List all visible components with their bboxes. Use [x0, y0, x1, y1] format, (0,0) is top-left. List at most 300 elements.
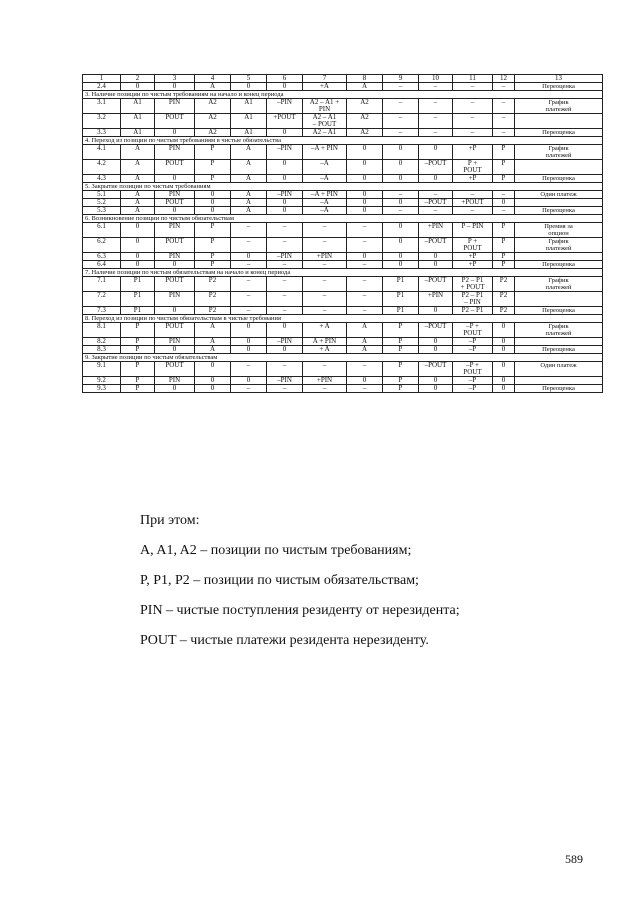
table-cell: 0 [121, 261, 155, 269]
table-cell: 0 [231, 83, 267, 91]
table-row [83, 207, 603, 215]
row-number-cell: 7.2 [83, 292, 121, 307]
table-cell [515, 253, 603, 261]
table-cell: A [231, 191, 267, 199]
table-cell: 0 [231, 323, 267, 338]
row-number-cell: 8.2 [83, 338, 121, 346]
table-cell: 0 [347, 207, 383, 215]
section-heading-row [83, 137, 603, 145]
column-header: 11 [453, 75, 493, 83]
table-cell: – [231, 223, 267, 238]
table-cell: – [231, 238, 267, 253]
table-cell: – [231, 292, 267, 307]
table-cell: A2 – A1 [303, 129, 347, 137]
table-cell: P2 – P1 – PIN [453, 292, 493, 307]
table-cell: POUT [155, 238, 195, 253]
table-cell: A [231, 175, 267, 183]
table-cell: A [231, 207, 267, 215]
table-cell: P [493, 145, 515, 160]
table-cell: График платежей [515, 323, 603, 338]
table-cell: P2 [195, 307, 231, 315]
table-cell: –A [303, 175, 347, 183]
section-heading: 6. Возникновение позиции по чистым обязательствам [83, 215, 603, 223]
row-number-cell: 8.3 [83, 346, 121, 354]
table-cell: PIN [155, 145, 195, 160]
table-cell: 0 [347, 160, 383, 175]
table-cell: – [267, 261, 303, 269]
table-cell: 0 [267, 160, 303, 175]
table-cell: – [231, 362, 267, 377]
column-header: 5 [231, 75, 267, 83]
row-number-cell: 9.2 [83, 377, 121, 385]
table-cell: –P + POUT [453, 323, 493, 338]
table-cell: PIN [155, 99, 195, 114]
table-cell: – [383, 99, 419, 114]
table-cell: Переоценка [515, 207, 603, 215]
row-number-cell: 7.3 [83, 307, 121, 315]
table-cell: 0 [493, 323, 515, 338]
table-cell: P [121, 362, 155, 377]
table-cell: 0 [155, 307, 195, 315]
column-header: 8 [347, 75, 383, 83]
notes-line-p: P, P1, P2 – позиции по чистым обязательствам; [140, 573, 419, 588]
table-cell: 0 [419, 385, 453, 393]
table-cell: – [347, 261, 383, 269]
table-cell: 0 [383, 223, 419, 238]
table-cell: 0 [155, 129, 195, 137]
table-cell: 0 [493, 385, 515, 393]
table-cell: POUT [155, 160, 195, 175]
table-cell: A [347, 338, 383, 346]
table-cell: 0 [195, 385, 231, 393]
table-row [83, 346, 603, 354]
table-cell: A [231, 199, 267, 207]
table-cell: График платежей [515, 99, 603, 114]
table-row [83, 191, 603, 199]
table-cell: A2 [195, 99, 231, 114]
table-cell: A2 [195, 129, 231, 137]
table-cell: Один платеж [515, 362, 603, 377]
table-cell: A [231, 160, 267, 175]
table-cell: – [419, 114, 453, 129]
table-cell: 0 [347, 191, 383, 199]
notes-intro: При этом: [140, 513, 200, 528]
table-cell: 0 [195, 362, 231, 377]
table-cell: PIN [155, 292, 195, 307]
table-cell: 0 [383, 261, 419, 269]
notes-line-pout: POUT – чистые платежи резидента нерезиденту. [140, 633, 429, 648]
table-cell: P [195, 238, 231, 253]
table-row [83, 175, 603, 183]
table-cell: 0 [155, 261, 195, 269]
table-cell: P [383, 338, 419, 346]
table-cell: –A [303, 160, 347, 175]
table-cell: 0 [419, 338, 453, 346]
table-cell: – [419, 99, 453, 114]
table-cell: 0 [155, 385, 195, 393]
table-cell: 0 [419, 145, 453, 160]
table-cell: P [493, 238, 515, 253]
row-number-cell: 3.3 [83, 129, 121, 137]
table-cell: A2 [347, 114, 383, 129]
table-cell: –POUT [419, 362, 453, 377]
section-heading-row [83, 269, 603, 277]
table-cell: A [121, 207, 155, 215]
section-heading-row [83, 215, 603, 223]
table-cell: – [303, 223, 347, 238]
table-cell: 0 [419, 253, 453, 261]
table-cell: P2 [493, 292, 515, 307]
row-number-cell: 5.2 [83, 199, 121, 207]
table-cell: 0 [493, 338, 515, 346]
table-cell: A [231, 145, 267, 160]
table-cell [515, 338, 603, 346]
table-cell: Премия за опцион [515, 223, 603, 238]
table-cell: A [347, 83, 383, 91]
table-cell: – [303, 385, 347, 393]
positions-table [82, 74, 603, 393]
table-row [83, 277, 603, 292]
row-number-cell: 3.1 [83, 99, 121, 114]
table-cell: – [383, 114, 419, 129]
table-row [83, 83, 603, 91]
section-heading: 4. Переход из позиции по чистым требованиям в чистые обязательства [83, 137, 603, 145]
section-heading-row [83, 354, 603, 362]
table-cell: – [303, 307, 347, 315]
table-cell: –A [303, 207, 347, 215]
table-cell: – [231, 385, 267, 393]
table-cell: + A [303, 323, 347, 338]
table-cell: График платежей [515, 145, 603, 160]
table-cell: – [347, 385, 383, 393]
table-cell: P [383, 385, 419, 393]
notes-line-pin: PIN – чистые поступления резиденту от нерезидента; [140, 603, 460, 618]
section-heading: 8. Переход из позиции по чистым обязательствам в чистые требования [83, 315, 603, 323]
table-cell: – [303, 238, 347, 253]
column-header: 6 [267, 75, 303, 83]
row-number-cell: 3.2 [83, 114, 121, 129]
table-cell: P [493, 253, 515, 261]
section-heading: 7. Наличие позиции по чистым обязательствам на начало и конец периода [83, 269, 603, 277]
table-cell: – [347, 362, 383, 377]
table-cell: P [195, 145, 231, 160]
table-cell: 0 [195, 377, 231, 385]
table-cell: – [493, 207, 515, 215]
table-cell: 0 [493, 377, 515, 385]
table-cell: – [453, 83, 493, 91]
table-cell: – [383, 83, 419, 91]
table-cell: – [493, 129, 515, 137]
table-cell: A1 [121, 99, 155, 114]
table-row [83, 292, 603, 307]
table-cell: P [121, 346, 155, 354]
table-cell: –POUT [419, 160, 453, 175]
table-cell: P [121, 377, 155, 385]
table-cell: PIN [155, 338, 195, 346]
table-cell: Переоценка [515, 385, 603, 393]
table-row [83, 99, 603, 114]
table-cell: P [383, 346, 419, 354]
table-cell: PIN [155, 223, 195, 238]
table-row [83, 377, 603, 385]
table-cell: – [493, 191, 515, 199]
table-cell: – [267, 223, 303, 238]
table-cell [515, 292, 603, 307]
table-cell: –A [303, 199, 347, 207]
table-cell: – [303, 362, 347, 377]
row-number-cell: 4.1 [83, 145, 121, 160]
table-cell: +PIN [419, 292, 453, 307]
table-cell: 0 [383, 199, 419, 207]
table-cell: P1 [121, 277, 155, 292]
table-cell: P [121, 338, 155, 346]
section-heading-row [83, 183, 603, 191]
row-number-cell: 2.4 [83, 83, 121, 91]
table-cell: 0 [383, 253, 419, 261]
table-cell: – [453, 207, 493, 215]
table-cell: POUT [155, 277, 195, 292]
table-cell: P – PIN [453, 223, 493, 238]
table-cell: 0 [195, 191, 231, 199]
table-row [83, 160, 603, 175]
table-cell: P [121, 323, 155, 338]
table-cell: – [453, 129, 493, 137]
table-cell: P2 [493, 277, 515, 292]
table-cell: – [383, 207, 419, 215]
table-cell: – [419, 83, 453, 91]
table-cell: A1 [231, 129, 267, 137]
table-cell: A2 [347, 129, 383, 137]
column-header: 3 [155, 75, 195, 83]
column-header: 9 [383, 75, 419, 83]
table-cell: A [121, 199, 155, 207]
table-cell: 0 [419, 175, 453, 183]
table-cell: 0 [383, 175, 419, 183]
table-cell: –A + PIN [303, 145, 347, 160]
table-cell: 0 [419, 307, 453, 315]
column-header: 10 [419, 75, 453, 83]
row-number-cell: 5.1 [83, 191, 121, 199]
row-number-cell: 6.2 [83, 238, 121, 253]
notes-block [140, 512, 600, 662]
table-cell: A + PIN [303, 338, 347, 346]
table-cell: – [347, 223, 383, 238]
table-cell: +P [453, 253, 493, 261]
table-cell: 0 [155, 175, 195, 183]
table-cell: – [383, 191, 419, 199]
table-cell: 0 [347, 145, 383, 160]
row-number-cell: 5.3 [83, 207, 121, 215]
row-number-cell: 7.1 [83, 277, 121, 292]
table-cell: A [347, 346, 383, 354]
table-cell: A1 [121, 129, 155, 137]
table-cell: +POUT [453, 199, 493, 207]
table-cell [515, 377, 603, 385]
table-cell: P [195, 175, 231, 183]
column-header: 4 [195, 75, 231, 83]
table-cell: P [195, 261, 231, 269]
table-cell: 0 [347, 199, 383, 207]
table-cell: P [383, 377, 419, 385]
table-cell: P [493, 175, 515, 183]
table-cell: A2 [347, 99, 383, 114]
table-row [83, 223, 603, 238]
table-cell [515, 160, 603, 175]
row-number-cell: 9.3 [83, 385, 121, 393]
table-cell: –P [453, 377, 493, 385]
table-cell: +POUT [267, 114, 303, 129]
table-cell: – [231, 307, 267, 315]
table-cell: A [195, 338, 231, 346]
table-cell: P [195, 223, 231, 238]
table-cell: –POUT [419, 323, 453, 338]
table-cell: PIN [155, 191, 195, 199]
table-cell: 0 [121, 83, 155, 91]
column-header: 12 [493, 75, 515, 83]
table-cell: +PIN [419, 223, 453, 238]
table-cell: Переоценка [515, 261, 603, 269]
table-cell: P [195, 253, 231, 261]
table-row [83, 261, 603, 269]
table-cell: P1 [383, 307, 419, 315]
table-cell: – [347, 307, 383, 315]
table-cell: –PIN [267, 145, 303, 160]
table-cell: 0 [267, 346, 303, 354]
table-row [83, 338, 603, 346]
column-header: 7 [303, 75, 347, 83]
table-cell: –POUT [419, 277, 453, 292]
section-heading-row [83, 91, 603, 99]
table-cell: + A [303, 346, 347, 354]
table-cell: PIN [155, 377, 195, 385]
table-cell: POUT [155, 114, 195, 129]
table-cell: 0 [155, 207, 195, 215]
table-cell: – [347, 277, 383, 292]
table-cell: 0 [347, 175, 383, 183]
table-cell: – [231, 261, 267, 269]
section-heading: 9. Закрытие позиции по чистым обязательствам [83, 354, 603, 362]
table-header-row [83, 75, 603, 83]
table-cell: –PIN [267, 191, 303, 199]
table-cell: A1 [121, 114, 155, 129]
table-row [83, 145, 603, 160]
table-cell: A1 [231, 99, 267, 114]
table-cell: – [453, 191, 493, 199]
table-cell: 0 [267, 323, 303, 338]
table-cell: –PIN [267, 338, 303, 346]
table-cell: +P [453, 175, 493, 183]
table-cell: – [303, 277, 347, 292]
table-cell: A [121, 145, 155, 160]
table-cell: 0 [155, 346, 195, 354]
table-cell: Переоценка [515, 129, 603, 137]
table-cell: +P [453, 145, 493, 160]
table-cell: – [493, 114, 515, 129]
table-cell: 0 [383, 238, 419, 253]
table-cell: P1 [121, 292, 155, 307]
section-heading: 5. Закрытие позиции по чистым требованиям [83, 183, 603, 191]
table-cell: +A [303, 83, 347, 91]
table-cell: – [267, 362, 303, 377]
table-cell: A [121, 191, 155, 199]
table-cell: A1 [231, 114, 267, 129]
notes-line-a: A, A1, A2 – позиции по чистым требованиям; [140, 543, 412, 558]
section-heading: 3. Наличие позиции по чистым требованиям на начало и конец периода [83, 91, 603, 99]
table-cell: 0 [231, 338, 267, 346]
table-cell: A [195, 323, 231, 338]
row-number-cell: 9.1 [83, 362, 121, 377]
table-cell: –PIN [267, 253, 303, 261]
table-cell: 0 [231, 253, 267, 261]
table-cell: P2 – P1 [453, 307, 493, 315]
table-row [83, 385, 603, 393]
table-cell: –A + PIN [303, 191, 347, 199]
table-cell: – [419, 191, 453, 199]
row-number-cell: 8.1 [83, 323, 121, 338]
table-cell: PIN [155, 253, 195, 261]
table-cell: – [231, 277, 267, 292]
table-cell: P [493, 160, 515, 175]
table-cell: P + POUT [453, 160, 493, 175]
table-cell: +PIN [303, 253, 347, 261]
table-cell: 0 [383, 145, 419, 160]
table-cell: 0 [419, 261, 453, 269]
row-number-cell: 6.4 [83, 261, 121, 269]
table-cell: 0 [121, 253, 155, 261]
table-cell: A2 [195, 114, 231, 129]
table-cell: 0 [267, 175, 303, 183]
table-cell: – [493, 99, 515, 114]
table-cell: P2 [195, 292, 231, 307]
table-cell: A2 – A1 – POUT [303, 114, 347, 129]
table-cell: 0 [383, 160, 419, 175]
table-cell: POUT [155, 199, 195, 207]
table-cell: P [493, 261, 515, 269]
column-header: 2 [121, 75, 155, 83]
table-cell: – [419, 207, 453, 215]
table-cell: A2 – A1 + PIN [303, 99, 347, 114]
table-cell [515, 199, 603, 207]
table-cell: 0 [231, 377, 267, 385]
table-cell [515, 114, 603, 129]
table-row [83, 114, 603, 129]
table-cell: График платежей [515, 238, 603, 253]
table-cell: +P [453, 261, 493, 269]
table-cell: 0 [493, 199, 515, 207]
table-cell: Переоценка [515, 83, 603, 91]
table-row [83, 323, 603, 338]
table-cell: 0 [231, 346, 267, 354]
table-cell: 0 [195, 207, 231, 215]
table-cell: 0 [121, 223, 155, 238]
column-header: 1 [83, 75, 121, 83]
table-cell: – [303, 261, 347, 269]
table-cell: –POUT [419, 238, 453, 253]
table-cell: P [121, 385, 155, 393]
table-cell: 0 [267, 207, 303, 215]
table-cell: P2 [195, 277, 231, 292]
table-cell: 0 [493, 362, 515, 377]
table-cell: 0 [155, 83, 195, 91]
table-cell: 0 [419, 346, 453, 354]
table-cell: –P [453, 385, 493, 393]
table-cell: Переоценка [515, 346, 603, 354]
column-header: 13 [515, 75, 603, 83]
table-cell: P1 [121, 307, 155, 315]
table-cell: P1 [383, 277, 419, 292]
table-cell: POUT [155, 362, 195, 377]
table-cell: – [267, 385, 303, 393]
